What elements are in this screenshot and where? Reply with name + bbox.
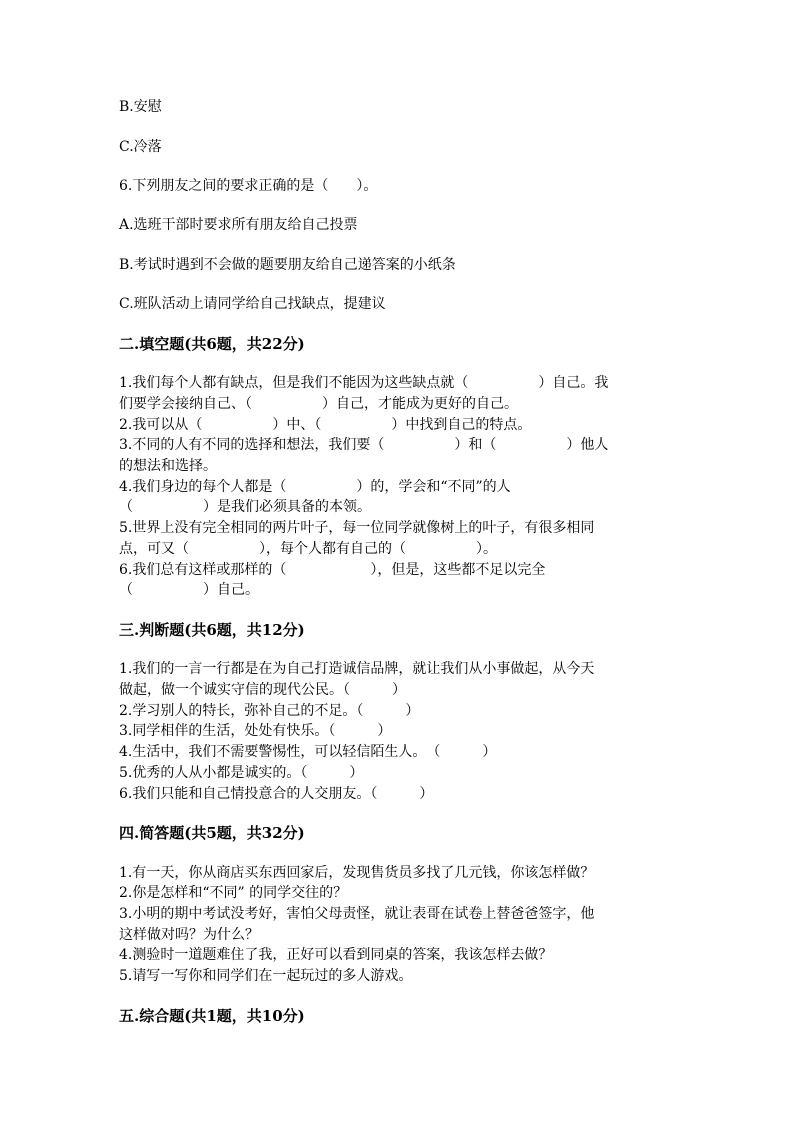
- judge-line: 4.生活中，我们不需要警惕性，可以轻信陌生人。 （ ）: [119, 744, 497, 760]
- fill-line: 的想法和选择。: [119, 458, 217, 474]
- short-answer-line: 这样做对吗？为什么？: [119, 927, 259, 943]
- short-answer-line: 2.你是怎样和“不同” 的同学交往的？: [119, 885, 348, 901]
- question-stem: 6.下列朋友之间的要求正确的是（ ）。: [119, 178, 378, 194]
- fill-line: 4.我们身边的每个人都是（ ）的，学会和“不同”的人: [119, 479, 511, 495]
- section-heading: 五.综合题(共1题，共10分): [119, 1007, 305, 1025]
- fill-line: 2.我可以从（ ）中、（ ）中找到自己的特点。: [119, 417, 532, 433]
- short-answer-line: 4.测验时一道题难住了我，正好可以看到同桌的答案，我该怎样去做？: [119, 947, 553, 963]
- option-text: C.班队活动上请同学给自己找缺点，提建议: [119, 296, 386, 312]
- fill-line: 1.我们每个人都有缺点，但是我们不能因为这些缺点就（ ）自己。我: [119, 375, 609, 391]
- judge-line: 2.学习别人的特长，弥补自己的不足。（ ）: [119, 703, 420, 719]
- option-text: B.考试时遇到不会做的题要朋友给自己递答案的小纸条: [119, 257, 456, 273]
- option-text: A.选班干部时要求所有朋友给自己投票: [119, 217, 358, 233]
- judge-line: 5.优秀的人从小都是诚实的。（ ）: [119, 765, 364, 781]
- fill-line: （ ）自己。: [119, 582, 259, 598]
- judge-line: 6.我们只能和自己情投意合的人交朋友。（ ）: [119, 786, 434, 802]
- judge-line: 1.我们的一言一行都是在为自己打造诚信品牌，就让我们从小事做起，从今天: [119, 661, 595, 677]
- section-heading: 四.简答题(共5题，共32分): [119, 824, 305, 842]
- judge-line: 做起，做一个诚实守信的现代公民。（ ）: [119, 682, 406, 698]
- option-text: C.冷落: [119, 139, 162, 155]
- fill-line: （ ）是我们必须具备的本领。: [119, 499, 371, 515]
- fill-line: 3.不同的人有不同的选择和想法，我们要（ ）和（ ）他人: [119, 437, 609, 453]
- short-answer-line: 5.请写一写你和同学们在一起玩过的多人游戏。: [119, 968, 413, 984]
- section-heading: 二.填空题(共6题，共22分): [119, 335, 305, 353]
- judge-line: 3.同学相伴的生活，处处有快乐。（ ）: [119, 723, 392, 739]
- fill-line: 点，可又（ ），每个人都有自己的（ ）。: [119, 541, 497, 557]
- short-answer-line: 3.小明的期中考试没考好，害怕父母责怪，就让表哥在试卷上替爸爸签字，他: [119, 906, 595, 922]
- fill-line: 们要学会接纳自己、（ ）自己，才能成为更好的自己。: [119, 396, 518, 412]
- short-answer-line: 1.有一天，你从商店买东西回家后，发现售货员多找了几元钱，你该怎样做？: [119, 865, 595, 881]
- section-heading: 三.判断题(共6题，共12分): [119, 621, 305, 639]
- fill-line: 6.我们总有这样或那样的（ ），但是，这些都不足以完全: [119, 562, 546, 578]
- option-text: B.安慰: [119, 99, 162, 115]
- fill-line: 5.世界上没有完全相同的两片叶子，每一位同学就像树上的叶子，有很多相同: [119, 520, 595, 536]
